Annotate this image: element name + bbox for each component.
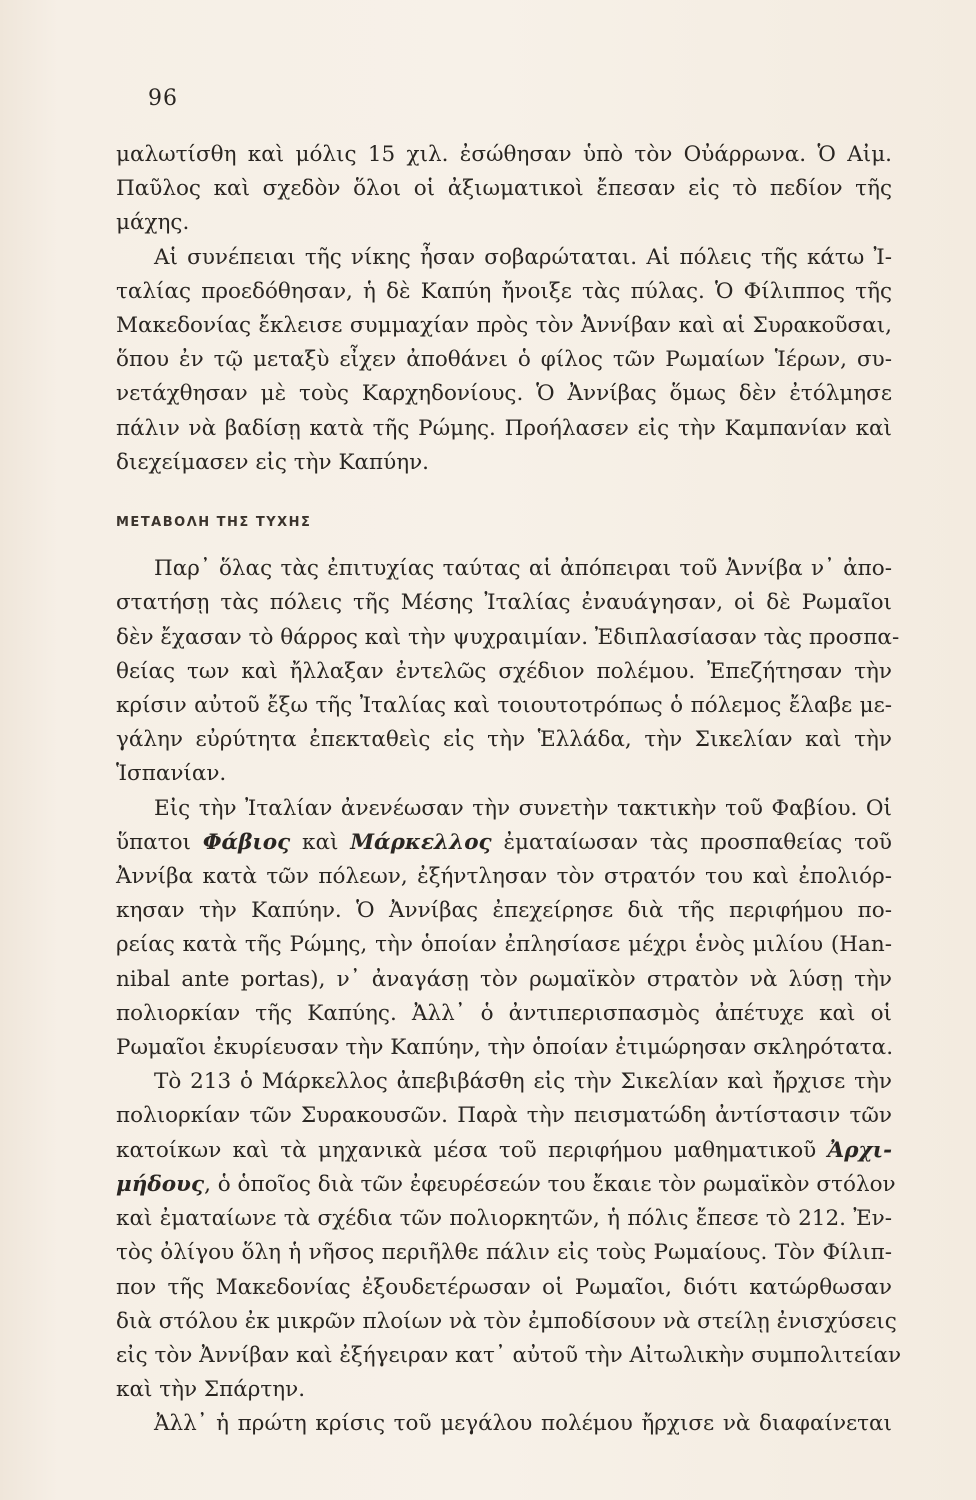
paragraph-1 xyxy=(116,138,892,241)
text-line: τὸς ὀλίγου ὅλη ἡ νῆσος περιῆλθε πάλιν εἰς τοὺς Ρωμαίους. Τὸν Φίλιπ- xyxy=(116,1240,892,1266)
text-line: Παρ᾽ ὅλας τὰς ἐπιτυχίας ταύτας αἱ ἀπόπειραι τοῦ Ἀννίβα ν᾽ ἀπο- xyxy=(154,556,892,582)
paragraph-4 xyxy=(116,792,892,1066)
text-line: εἰς τὸν Ἀννίβαν καὶ ἐξήγειραν κατ᾽ αὐτοῦ τὴν Αἰτωλικὴν συμπολιτείαν xyxy=(116,1342,902,1368)
text-line: νετάχθησαν μὲ τοὺς Καρχηδονίους. Ὁ Ἀννίβας ὅμως δὲν ἐτόλμησε xyxy=(116,381,892,407)
text-run: , ὁ ὁποῖος διὰ τῶν ἐφευρέσεών του ἔκαιε τὸν ρωμαϊκὸν στόλον xyxy=(204,1171,896,1197)
text-line: Εἰς τὴν Ἰταλίαν ἀνενέωσαν τὴν συνετὴν τακτικὴν τοῦ Φαβίου. Οἱ xyxy=(154,795,892,821)
text-line: ὅπου ἐν τῷ μεταξὺ εἶχεν ἀποθάνει ὁ φίλος τῶν Ρωμαίων Ἱέρων, συ- xyxy=(116,347,892,373)
text-line xyxy=(116,826,892,860)
text-line: nibal ante portas), ν᾽ ἀναγάσῃ τὸν ρωμαϊκὸν στρατὸν νὰ λύσῃ τὴν xyxy=(116,966,892,992)
paragraph-2 xyxy=(116,241,892,480)
text-line: πον τῆς Μακεδονίας ἐξουδετέρωσαν οἱ Ρωμαῖοι, διότι κατώρθωσαν xyxy=(116,1274,892,1300)
paragraph-5 xyxy=(116,1065,902,1407)
text-line: Ἀννίβα κατὰ τῶν πόλεων, ἐξήντλησαν τὸν στρατόν του καὶ ἐπολιόρ- xyxy=(116,864,892,890)
section-heading: ΜΕΤΑΒΟΛΗ ΤΗΣ ΤΥΧΗΣ xyxy=(116,515,312,531)
text-line: ρείας κατὰ τῆς Ρώμης, τὴν ὁποίαν ἐπλησίασε μέχρι ἑνὸς μιλίου (Han- xyxy=(116,932,892,958)
text-run: καὶ xyxy=(302,829,339,855)
text-run: ἐματαίωσαν τὰς προσπαθείας τοῦ xyxy=(503,829,892,855)
page-number: 96 xyxy=(148,86,178,111)
text-line: κρίσιν αὐτοῦ ἔξω τῆς Ἰταλίας καὶ τοιουτοτρόπως ὁ πόλεμος ἔλαβε με- xyxy=(116,693,892,719)
text-line: Ἀλλ᾽ ἡ πρώτη κρίσις τοῦ μεγάλου πολέμου ἤρχισε νὰ διαφαίνεται xyxy=(154,1411,892,1437)
text-line xyxy=(116,1134,892,1168)
emphasized-name-archimedes: Ἀρχι- xyxy=(827,1137,892,1163)
text-line: διεχείμασεν εἰς τὴν Καπύην. xyxy=(116,449,430,475)
paragraph-6 xyxy=(116,1407,892,1441)
paragraph-3 xyxy=(116,552,900,791)
text-line: δὲν ἔχασαν τὸ θάρρος καὶ τὴν ψυχραιμίαν. Ἐδιπλασίασαν τὰς προσπα- xyxy=(116,624,900,650)
text-line: διὰ στόλου ἐκ μικρῶν πλοίων νὰ τὸν ἐμποδίσουν νὰ στείλῃ ἐνισχύσεις xyxy=(116,1308,897,1334)
emphasized-name-fabius: Φάβιος xyxy=(202,829,291,855)
text-line: θείας των καὶ ἤλλαξαν ἐντελῶς σχέδιον πολέμου. Ἐπεζήτησαν τὴν xyxy=(116,658,892,684)
emphasized-name-archimedes-cont: μήδους xyxy=(116,1171,205,1197)
text-line: Τὸ 213 ὁ Μάρκελλος ἀπεβιβάσθη εἰς τὴν Σικελίαν καὶ ἤρχισε τὴν xyxy=(154,1069,892,1095)
text-line: ταλίας προεδόθησαν, ἡ δὲ Καπύη ἤνοιξε τὰς πύλας. Ὁ Φίλιππος τῆς xyxy=(116,278,892,304)
text-line: Παῦλος καὶ σχεδὸν ὅλοι οἱ ἀξιωματικοὶ ἔπεσαν εἰς τὸ πεδίον τῆς xyxy=(116,176,892,202)
text-line: Ρωμαῖοι ἐκυρίευσαν τὴν Καπύην, τὴν ὁποίαν ἐτιμώρησαν σκληρότατα. xyxy=(116,1035,894,1061)
text-line: κησαν τὴν Καπύην. Ὁ Ἀννίβας ἐπεχείρησε διὰ τῆς περιφήμου πο- xyxy=(116,898,892,924)
text-line: πολιορκίαν τῆς Καπύης. Ἀλλ᾽ ὁ ἀντιπερισπασμὸς ἀπέτυχε καὶ οἱ xyxy=(116,1000,892,1026)
text-line: Ἱσπανίαν. xyxy=(116,761,227,787)
text-line: μαλωτίσθη καὶ μόλις 15 χιλ. ἐσώθησαν ὑπὸ τὸν Οὐάρρωνα. Ὁ Αἰμ. xyxy=(116,142,892,167)
emphasized-name-marcellus: Μάρκελλος xyxy=(350,829,492,855)
body-text xyxy=(116,138,902,1442)
text-line: Μακεδονίας ἔκλεισε συμμαχίαν πρὸς τὸν Ἀννίβαν καὶ αἱ Συρακοῦσαι, xyxy=(116,313,892,339)
text-run: ὕπατοι xyxy=(116,829,191,855)
text-line: πολιορκίαν τῶν Συρακουσῶν. Παρὰ τὴν πεισματώδη ἀντίστασιν τῶν xyxy=(116,1103,892,1129)
text-run: κατοίκων καὶ τὰ μηχανικὰ μέσα τοῦ περιφήμου μαθηματικοῦ xyxy=(116,1137,828,1163)
text-line: καὶ ἐματαίωνε τὰ σχέδια τῶν πολιορκητῶν, ἡ πόλις ἔπεσε τὸ 212. Ἐν- xyxy=(116,1206,892,1232)
text-line: πάλιν νὰ βαδίσῃ κατὰ τῆς Ρώμης. Προήλασεν εἰς τὴν Καμπανίαν καὶ xyxy=(116,415,892,441)
text-line: μάχης. xyxy=(116,210,190,236)
text-line: στατήσῃ τὰς πόλεις τῆς Μέσης Ἰταλίας ἐναυάγησαν, οἱ δὲ Ρωμαῖοι xyxy=(116,590,892,616)
text-line: Αἱ συνέπειαι τῆς νίκης ἦσαν σοβαρώταται. Αἱ πόλεις τῆς κάτω Ἰ- xyxy=(154,244,892,270)
text-line: καὶ τὴν Σπάρτην. xyxy=(116,1377,306,1403)
text-line: γάλην εὐρύτητα ἐπεκταθεὶς εἰς τὴν Ἑλλάδα, τὴν Σικελίαν καὶ τὴν xyxy=(116,727,892,753)
text-line xyxy=(116,1168,896,1202)
